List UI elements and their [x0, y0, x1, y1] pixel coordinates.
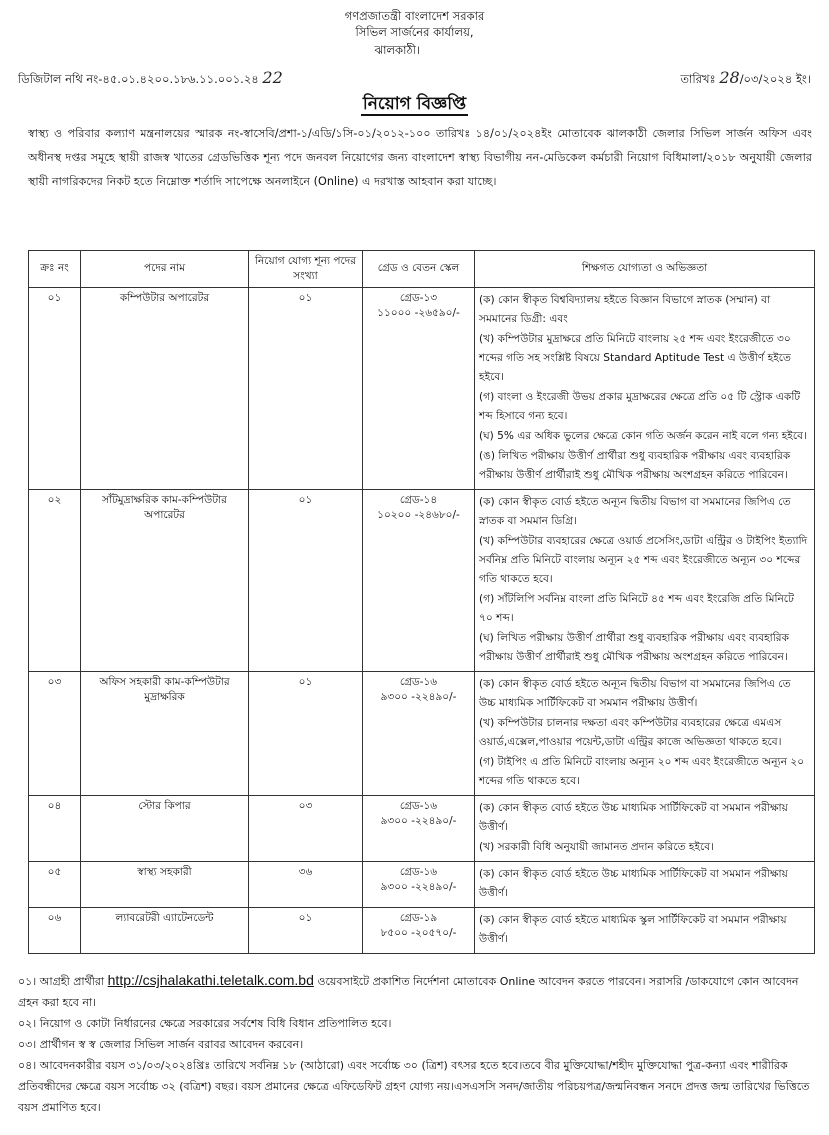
cell-qualification	[475, 288, 815, 490]
qualification-item: (ঘ) 5% এর অধিক ভুলের ক্ষেত্রে কোন গতি অর্জন করেন নাই বলে গন্য হইবে।	[479, 430, 807, 442]
cell-post: ল্যাবরেটরী এ্যাটেনডেন্ট	[81, 908, 249, 954]
header-district: ঝালকাঠী।	[374, 43, 420, 57]
cell-qualification	[475, 490, 815, 672]
table-row	[29, 908, 815, 954]
cell-vacancies: ০১	[249, 288, 363, 490]
col-header-qualification: শিক্ষগত যোগ্যতা ও অভিজ্ঞতা	[475, 251, 815, 288]
qualification-item: (খ) সরকারী বিধি অনুযায়ী জামানত প্রদান করিতে হইবে।	[479, 841, 714, 853]
grade-label: গ্রেড-১৬	[399, 866, 438, 878]
qualification-item: (ক) কোন স্বীকৃত বোর্ড হইতে উচ্চ মাধ্যমিক সার্টিফিকেট বা সমমান পরীক্ষায় উত্তীর্ণ।	[479, 868, 788, 899]
qualification-item: (ঘ) লিখিত পরীক্ষায় উত্তীর্ণ প্রার্থীরা শুধু ব্যবহারিক পরীক্ষায় এবং ব্যবহারিক পরীক্ষায় উত্তীর্ণ প্রার্থীরাই শুধু মৌখিক পরীক্ষায় অংশগ্রহন করিতে পারিবেন।	[479, 632, 790, 663]
table-header-row	[29, 251, 815, 288]
vacancy-table	[28, 250, 815, 954]
pay-scale: ১১০০০ -২৬৫৯০/-	[377, 307, 460, 320]
memo-number	[18, 66, 283, 89]
table-body	[29, 288, 815, 954]
cell-post: স্বাস্থ্য সহকারী	[81, 862, 249, 908]
col-header-post: পদের নাম	[81, 251, 249, 288]
memo-date-label: তারিখঃ	[680, 72, 716, 86]
note-1-prefix: ০১। আগ্রহী প্রার্থীরা	[18, 975, 105, 988]
grade-label: গ্রেড-১৬	[399, 800, 438, 812]
page-title	[0, 92, 829, 117]
cell-post: সাঁটমুদ্রাক্ষরিক কাম-কম্পিউটার অপারেটর	[81, 490, 249, 672]
application-website-link[interactable]: http://csjhalakathi.teletalk.com.bd	[107, 972, 314, 988]
cell-post: কম্পিউটার অপারেটর	[81, 288, 249, 490]
qualification-item: (গ) বাংলা ও ইংরেজী উভয় প্রকার মুদ্রাক্ষরের ক্ষেত্রে প্রতি ০৫ টি স্ট্রোক একটি শব্দ হিসাবে গন্য হবে।	[479, 391, 801, 422]
note-3: ০৩। প্রার্থীগন স্ব স্ব জেলার সিভিল সার্জন বরাবর আবেদন করবেন।	[18, 1038, 304, 1051]
col-header-serial: ক্রঃ নং	[29, 251, 81, 288]
pay-scale: ৯৩০০ -২২৪৯০/-	[380, 881, 457, 894]
qualification-item: (খ) কম্পিউটার মুদ্রাক্ষরে প্রতি মিনিটে বাংলায় ২৫ শব্দ এবং ইংরেজীতে ৩০ শব্দের গতি সহ সংশ্লিষ্ট বিষয়ে Standard Aptitude Test এ উত্তীর্ণ হইতে হইবে।	[479, 333, 791, 383]
cell-qualification	[475, 908, 815, 954]
notes-section	[18, 970, 818, 1118]
page-title-text: নিয়োগ বিজ্ঞপ্তি	[362, 94, 467, 114]
cell-vacancies: ০১	[249, 908, 363, 954]
cell-vacancies: ০৩	[249, 796, 363, 862]
cell-vacancies: ০১	[249, 490, 363, 672]
qualification-item: (গ) টাইপিং এ প্রতি মিনিটে বাংলায় অন্যূন ২০ শব্দ এবং ইংরেজীতে অন্যূন ২০ শব্দের গতি থাকতে হবে।	[479, 756, 805, 787]
col-header-grade: গ্রেড ও বেতন স্কেল	[363, 251, 475, 288]
cell-grade	[363, 672, 475, 796]
qualification-item: (খ) কম্পিউটার চালনার দক্ষতা এবং কম্পিউটার ব্যবহারের ক্ষেত্রে এমএস ওয়ার্ড,এক্সেল,পাওয়ার পয়েন্ট,ডাটা এন্ট্রির কাজে অভিজ্ঞতা থাকতে হবে।	[479, 717, 782, 748]
table-row	[29, 288, 815, 490]
qualification-item: (ক) কোন স্বীকৃত বিশ্ববিদ্যালয় হইতে বিজ্ঞান বিভাগে স্নাতক (সম্মান) বা সমমানের ডিগ্রী: এবং	[479, 294, 771, 325]
cell-vacancies: ৩৬	[249, 862, 363, 908]
cell-post: স্টোর কিপার	[81, 796, 249, 862]
cell-serial: ০৪	[29, 796, 81, 862]
header-office: সিভিল সার্জনের কার্যালয়,	[355, 25, 474, 39]
pay-scale: ৯৩০০ -২২৪৯০/-	[380, 691, 457, 704]
qualification-item: (ক) কোন স্বীকৃত বোর্ড হইতে অন্যূন দ্বিতীয় বিভাগ বা সমমানের জিপিএ তে উচ্চ মাধ্যমিক সার্টিফিকেট বা সমমান পরীক্ষায় উত্তীর্ণ।	[479, 678, 791, 709]
cell-serial: ০২	[29, 490, 81, 672]
cell-grade	[363, 796, 475, 862]
qualification-item: (ঙ) লিখিত পরীক্ষায় উত্তীর্ণ প্রার্থীরা শুধু ব্যবহারিক পরীক্ষায় এবং ব্যবহারিক পরীক্ষায় উত্তীর্ণ প্রার্থীরাই শুধু মৌখিক পরীক্ষায় অংশগ্রহন করিতে পারিবেন।	[479, 450, 791, 481]
grade-label: গ্রেড-১৬	[399, 676, 438, 688]
cell-post: অফিস সহকারী কাম-কম্পিউটার মুদ্রাক্ষরিক	[81, 672, 249, 796]
pay-scale: ১০২০০ -২৪৬৮০/-	[377, 509, 460, 522]
cell-grade	[363, 908, 475, 954]
table-row	[29, 796, 815, 862]
cell-grade	[363, 862, 475, 908]
cell-qualification	[475, 672, 815, 796]
cell-serial: ০৩	[29, 672, 81, 796]
note-2: ০২। নিয়োগ ও কোটা নির্ধারনের ক্ষেত্রে সরকারের সর্বশেষ বিধি বিধান প্রতিপালিত হবে।	[18, 1017, 392, 1030]
cell-grade	[363, 490, 475, 672]
cell-serial: ০১	[29, 288, 81, 490]
memo-date	[680, 66, 811, 89]
grade-label: গ্রেড-১৩	[399, 292, 438, 304]
table-row	[29, 862, 815, 908]
qualification-item: (ক) কোন স্বীকৃত বোর্ড হইতে অন্যূন দ্বিতীয় বিভাগ বা সমমানের জিপিএ তে স্নাতক বা সমমান ডিগ্রি।	[479, 496, 791, 527]
note-1	[18, 970, 818, 1013]
intro-paragraph: স্বাস্থ্য ও পরিবার কল্যাণ মন্ত্রনালয়ের স্মারক নং-স্বাসেবি/প্রশা-১/এডি/১সি-০১/২০১২-১০০ তারিখঃ ১৪/০১/২০২৪ইং মোতাবেক ঝালকাঠী জেলার সিভিল সার্জন অফিস এবং অধীনস্থ দপ্তর সমূহে স্থায়ী রাজস্ব খাতের গ্রেডভিত্তিক শূন্য পদে জনবল নিয়োগের জন্য বাংলাদেশ স্বাস্থ্য বিভাগীয় নন-মেডিকেল কর্মচারী নিয়োগ বিধিমালা/২০১৮ অনুযায়ী জেলার স্থায়ী নাগরিকদের নিকট হতে নিম্নোক্ত শর্তাদি সাপেক্ষে অনলাইনে (Online) এ দরখাস্ত আহবান করা যাচ্ছে।	[28, 127, 812, 188]
cell-vacancies: ০১	[249, 672, 363, 796]
memo-date-handwritten: 28	[719, 68, 740, 87]
qualification-item: (খ) কম্পিউটার ব্যবহারের ক্ষেত্রে ওয়ার্ড প্রসেসিং,ডাটা এন্ট্রির ও টাইপিং ইত্যাদি সর্বনিম্ন প্রতি মিনিটে বাংলায় অন্যূন ২৫ শব্দ এবং ইংরেজীতে অন্যূন ৩০ শব্দের গতি থাকতে হবে।	[479, 535, 808, 585]
cell-qualification	[475, 862, 815, 908]
grade-label: গ্রেড-১৯	[399, 912, 438, 924]
qualification-item: (গ) সাঁটলিপি সর্বনিম্ন বাংলা প্রতি মিনিটে ৪৫ শব্দ এবং ইংরেজি প্রতি মিনিটে ৭০ শব্দ।	[479, 593, 794, 624]
cell-qualification	[475, 796, 815, 862]
note-1-suffix: ওয়েবসাইটে প্রকাশিত নির্দেশনা মোতাবেক Online আবেদন করতে পারবেন। সরাসরি /ডাকযোগে কোন আবেদন গ্রহন করা হবে না।	[18, 975, 799, 1009]
table-row	[29, 490, 815, 672]
cell-serial: ০৫	[29, 862, 81, 908]
memo-number-label: ডিজিটাল নথি নং-৪৫.০১.৪২০০.১৮৬.১১.০০১.২৪	[18, 72, 259, 86]
pay-scale: ৮৫০০ -২০৫৭০/-	[380, 927, 457, 940]
note-4: ০৪। আবেদনকারীর বয়স ৩১/০৩/২০২৪খ্রিঃ তারিখে সর্বনিম্ন ১৮ (আঠারো) এবং সর্বোচ্চ ৩০ (ত্রিশ) বৎসর হতে হবে।তবে বীর মুক্তিযোদ্ধা/শহীদ মুক্তিযোদ্ধা পুত্র-কন্যা এবং শারীরিক প্রতিবন্ধীদের ক্ষেত্রে বয়স সর্বোচ্চ ৩২ (বত্রিশ) বছর। বয়স প্রমানের ক্ষেত্রে এফিডেফিট গ্রহণ যোগ্য নয়।এসএসসি সনদ/জাতীয় পরিচয়পত্র/জন্মনিবন্ধন সনদে প্রদত্ত জন্ম তারিখের ভিত্তিতে বয়স প্রমাণিত হবে।	[18, 1059, 810, 1114]
cell-grade	[363, 288, 475, 490]
memo-number-handwritten: 22	[262, 68, 283, 87]
qualification-item: (ক) কোন স্বীকৃত বোর্ড হইতে উচ্চ মাধ্যমিক সার্টিফিকেট বা সমমান পরীক্ষায় উত্তীর্ণ।	[479, 802, 788, 833]
col-header-vacancies: নিয়োগ যোগ্য শূন্য পদের সংখ্যা	[249, 251, 363, 288]
table-row	[29, 672, 815, 796]
header-government: গণপ্রজাতন্ত্রী বাংলাদেশ সরকার	[344, 9, 485, 23]
memo-date-rest: /০৩/২০২৪ ইং।	[739, 72, 811, 86]
pay-scale: ৯৩০০ -২২৪৯০/-	[380, 815, 457, 828]
cell-serial: ০৬	[29, 908, 81, 954]
grade-label: গ্রেড-১৪	[399, 494, 438, 506]
qualification-item: (ক) কোন স্বীকৃত বোর্ড হইতে মাধ্যমিক স্কুল সার্টিফিকেট বা সমমান পরীক্ষায় উত্তীর্ণ।	[479, 914, 787, 945]
